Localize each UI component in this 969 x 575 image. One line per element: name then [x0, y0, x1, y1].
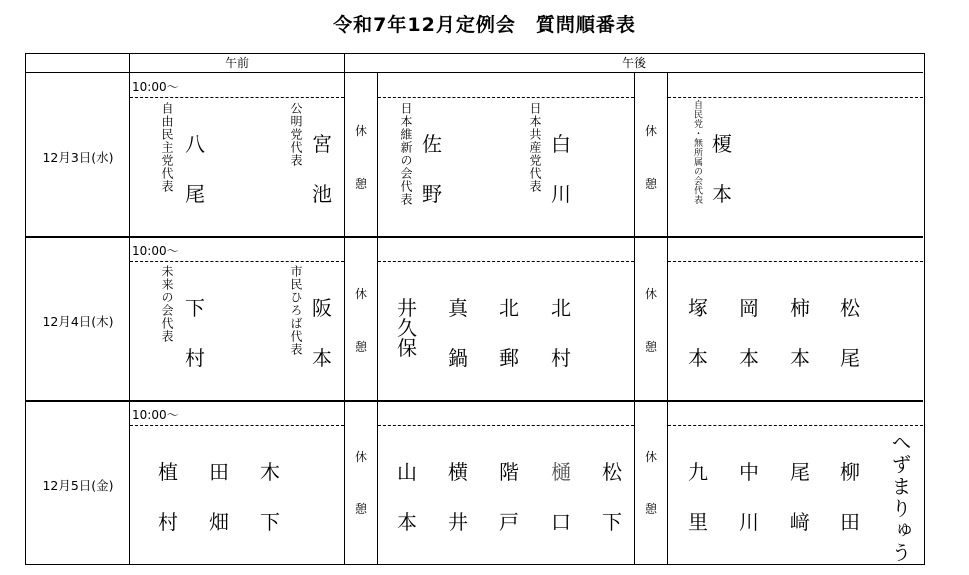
break-label: 休	[644, 287, 657, 301]
speaker-name-char: 池	[312, 182, 332, 206]
start-time: 10:00〜	[132, 80, 179, 94]
time-dashed-line	[130, 261, 344, 262]
pm1-dashed-line	[378, 97, 634, 98]
speaker-name-char: 本	[397, 510, 417, 534]
pm2-dashed-line	[668, 425, 923, 426]
speaker-name-char: 本	[739, 346, 759, 370]
speaker-name-char: 村	[551, 346, 571, 370]
speaker-name-char: 岡	[739, 296, 759, 320]
party-label: 公明党代表	[289, 102, 303, 167]
speaker-name-char: 柿	[790, 296, 810, 320]
party-label: 日本共産党代表	[528, 102, 542, 193]
speaker-name-char: 本	[712, 182, 732, 206]
speaker-name-char: 保	[397, 336, 417, 360]
speaker-name-char: 塚	[688, 296, 708, 320]
speaker-name-char: 井	[448, 510, 468, 534]
speaker-name-char: 尾	[840, 346, 860, 370]
speaker-name-char: 本	[790, 346, 810, 370]
speaker-name-char: 白	[551, 132, 571, 156]
break1-divider	[377, 72, 378, 564]
speaker-name-char: 郵	[499, 346, 519, 370]
speaker-name-char: 戸	[499, 510, 519, 534]
time-dashed-line	[130, 425, 344, 426]
speaker-name-char: 九	[688, 460, 708, 484]
page-title: 令和7年12月定例会 質問順番表	[333, 14, 636, 36]
break2-divider	[667, 72, 668, 564]
header-divider	[26, 72, 923, 73]
break-label: 憩	[644, 340, 657, 354]
speaker-name-char: 川	[739, 510, 759, 534]
break-label: 憩	[354, 502, 367, 516]
date-label: 12月5日(金)	[42, 478, 114, 493]
party-label: 市民ひろば代表	[289, 265, 303, 356]
speaker-name-char: 真	[448, 296, 468, 320]
row-divider-2	[26, 400, 923, 402]
am-pm-divider	[344, 54, 345, 564]
speaker-name-char: 田	[209, 460, 229, 484]
speaker-name-char: 久	[397, 316, 417, 340]
speaker-name-char: 宮	[312, 132, 332, 156]
break-label: 休	[644, 124, 657, 138]
speaker-name-char: 横	[448, 460, 468, 484]
speaker-name-char: 阪	[312, 296, 332, 320]
speaker-name-char: 北	[551, 296, 571, 320]
party-label: 自由民主党代表	[160, 102, 174, 193]
break-label: 憩	[644, 502, 657, 516]
party-label: 自民党・無所属の会代表	[692, 100, 702, 205]
speaker-name-char: 佐	[422, 132, 442, 156]
start-time: 10:00〜	[132, 408, 179, 422]
start-time: 10:00〜	[132, 244, 179, 258]
date-label: 12月3日(水)	[42, 150, 114, 165]
speaker-name-char: 中	[739, 460, 759, 484]
break-label: 憩	[644, 177, 657, 191]
header-pm: 午後	[621, 56, 646, 70]
speaker-name-char: 尾	[185, 182, 205, 206]
speaker-name-char: 下	[260, 510, 280, 534]
time-dashed-line	[130, 97, 344, 98]
break-label: 休	[354, 287, 367, 301]
row-divider-1	[26, 236, 923, 238]
speaker-name-char: 下	[185, 296, 205, 320]
speaker-name-char: 畑	[209, 510, 229, 534]
speaker-name-char: 﨑	[790, 510, 810, 534]
break-label: 憩	[354, 177, 367, 191]
speaker-name-char: 山	[397, 460, 417, 484]
break-label: 休	[644, 450, 657, 464]
pm2-dashed-line	[668, 97, 923, 98]
speaker-name-char: 植	[158, 460, 178, 484]
pm1-divider	[634, 72, 635, 564]
speaker-name-char: 本	[688, 346, 708, 370]
speaker-name-char: 松	[602, 460, 622, 484]
speaker-name-char: 階	[499, 460, 519, 484]
speaker-name-char: 本	[312, 346, 332, 370]
party-label: 未来の会代表	[160, 265, 174, 343]
break-label: 休	[354, 124, 367, 138]
speaker-name-char: 樋	[551, 460, 571, 484]
speaker-name-char: 村	[185, 346, 205, 370]
speaker-name-char: 野	[422, 182, 442, 206]
pm2-dashed-line	[668, 261, 923, 262]
break-label: 休	[354, 450, 367, 464]
speaker-name-char: 下	[602, 510, 622, 534]
speaker-name-char: 柳	[840, 460, 860, 484]
schedule-table	[25, 53, 925, 565]
speaker-name-char: 木	[260, 460, 280, 484]
speaker-name-char: 村	[158, 510, 178, 534]
speaker-name-char: 里	[688, 510, 708, 534]
speaker-name	[395, 298, 419, 358]
pm1-dashed-line	[378, 425, 634, 426]
speaker-name-char: 井	[397, 296, 417, 320]
speaker-name-char: 鍋	[448, 346, 468, 370]
speaker-name-char: 田	[840, 510, 860, 534]
speaker-name: へずまりゅう	[888, 432, 912, 564]
pm1-dashed-line	[378, 261, 634, 262]
party-label: 日本維新の会代表	[399, 102, 413, 206]
date-label: 12月4日(木)	[42, 314, 114, 329]
speaker-name-char: 川	[551, 182, 571, 206]
break-label: 憩	[354, 340, 367, 354]
speaker-name-char: 口	[551, 510, 571, 534]
speaker-name-char: 榎	[712, 132, 732, 156]
header-am: 午前	[224, 56, 249, 70]
speaker-name-char: 松	[840, 296, 860, 320]
speaker-name-char: 尾	[790, 460, 810, 484]
speaker-name-char: 八	[185, 132, 205, 156]
speaker-name-char: 北	[499, 296, 519, 320]
